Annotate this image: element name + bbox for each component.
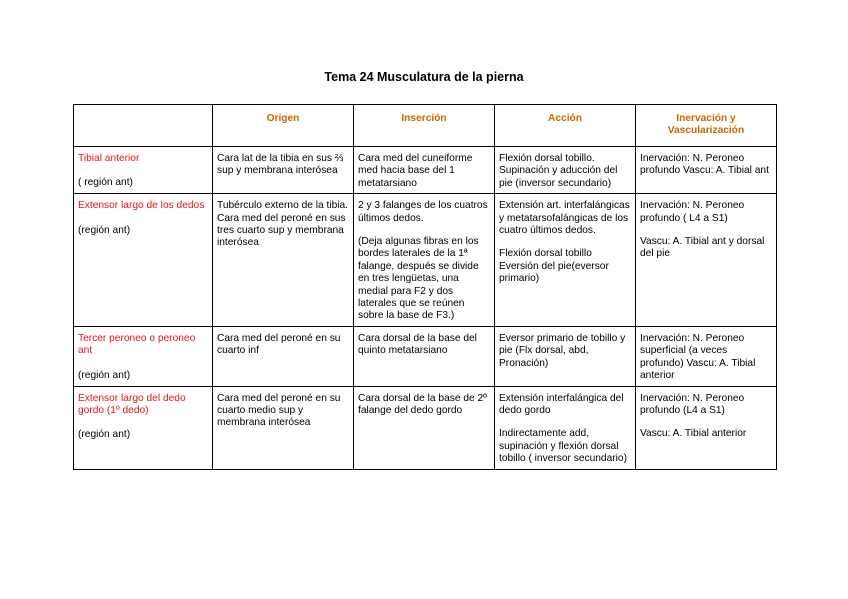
origin-text: Cara med del peroné en su cuarto medio sup y membrana interósea [217, 392, 341, 429]
innervation-text: Inervación: N. Peroneo profundo Vascu: A. Tibial ant [640, 153, 769, 177]
innervation-cell [636, 147, 777, 194]
muscle-table [73, 104, 777, 470]
table-row [74, 194, 777, 327]
insertion-cell [354, 326, 495, 386]
innervation-text: Inervación: N. Peroneo profundo ( L4 a S1) [640, 200, 745, 224]
header-origin: Origen [213, 105, 354, 147]
table-row [74, 386, 777, 469]
insertion-cell [354, 386, 495, 469]
table-row [74, 326, 777, 386]
header-muscle [74, 105, 213, 147]
innervation-cell [636, 386, 777, 469]
origin-cell [213, 386, 354, 469]
muscle-cell [74, 386, 213, 469]
muscle-name: Extensor largo de los dedos [78, 200, 205, 212]
action-text-secondary: Flexión dorsal tobillo Eversión del pie(eversor primario) [499, 248, 609, 285]
origin-text: Tubérculo externo de la tibia. Cara med del peroné en sus tres cuarto sup y membrana interósea [217, 200, 349, 249]
muscle-region: ( región ant) [78, 177, 133, 189]
innervation-text: Inervación: N. Peroneo superficial (a veces profundo) Vascu: A. Tibial anterior [640, 332, 756, 382]
origin-cell [213, 147, 354, 194]
muscle-name: Extensor largo del dedo gordo (1º dedo) [78, 392, 186, 416]
origin-text: Cara med del peroné en su cuarto inf [217, 332, 341, 357]
document-title: Tema 24 Musculatura de la pierna [324, 70, 524, 84]
muscle-region: (región ant) [78, 224, 131, 236]
action-cell [495, 326, 636, 386]
muscle-name: Tercer peroneo o peroneo ant [78, 332, 196, 357]
origin-cell [213, 326, 354, 386]
header-row [74, 105, 777, 147]
action-cell [495, 194, 636, 327]
insertion-text: 2 y 3 falanges de los cuatros últimos dedos. [358, 200, 488, 224]
header-innervation: Inervación y Vascularización [636, 105, 777, 147]
origin-cell [213, 194, 354, 327]
vascularization-text: Vascu: A. Tibial anterior [640, 428, 747, 440]
innervation-text: Inervación: N. Peroneo profundo (L4 a S1) [640, 392, 745, 416]
muscle-region: (región ant) [78, 369, 131, 381]
action-text-secondary: Indirectamente add, supinación y flexión dorsal tobillo ( inversor secundario) [499, 428, 627, 465]
action-text: Extensión interfalángica del dedo gordo [499, 392, 624, 416]
insertion-cell [354, 147, 495, 194]
insertion-text: Cara dorsal de la base de 2º falange del dedo gordo [358, 392, 487, 416]
insertion-cell [354, 194, 495, 327]
action-cell [495, 147, 636, 194]
insertion-note: (Deja algunas fibras en los bordes laterales de la 1ª falange, después se divide en tres lengüetas, una medial para F2 y dos laterales que se reúnen sobre la base de F3.) [358, 236, 479, 322]
header-insertion: Inserción [354, 105, 495, 147]
table-row [74, 147, 777, 194]
action-text: Eversor primario de tobillo y pie (Flx dorsal, abd, Pronación) [499, 332, 626, 369]
muscle-cell [74, 326, 213, 386]
muscle-cell [74, 194, 213, 327]
origin-text: Cara lat de la tibia en sus ⅔ sup y membrana interósea [217, 153, 344, 177]
vascularization-text: Vascu: A. Tibial ant y dorsal del pie [640, 236, 765, 260]
insertion-text: Cara dorsal de la base del quinto metatarsiano [358, 332, 477, 357]
muscle-cell [74, 147, 213, 194]
innervation-cell [636, 326, 777, 386]
action-text: Flexión dorsal tobillo. Supinación y aducción del pie (inversor secundario) [499, 153, 618, 189]
insertion-text: Cara med del cuneiforme med hacia base del 1 metatarsiano [358, 153, 473, 189]
muscle-region: (región ant) [78, 429, 131, 441]
muscle-name: Tibial anterior [78, 153, 140, 164]
action-cell [495, 386, 636, 469]
header-action: Acción [495, 105, 636, 147]
action-text: Extensión art. interfalángicas y metatarsofalángicas de los cuatro últimos dedos. [499, 200, 630, 237]
innervation-cell [636, 194, 777, 327]
